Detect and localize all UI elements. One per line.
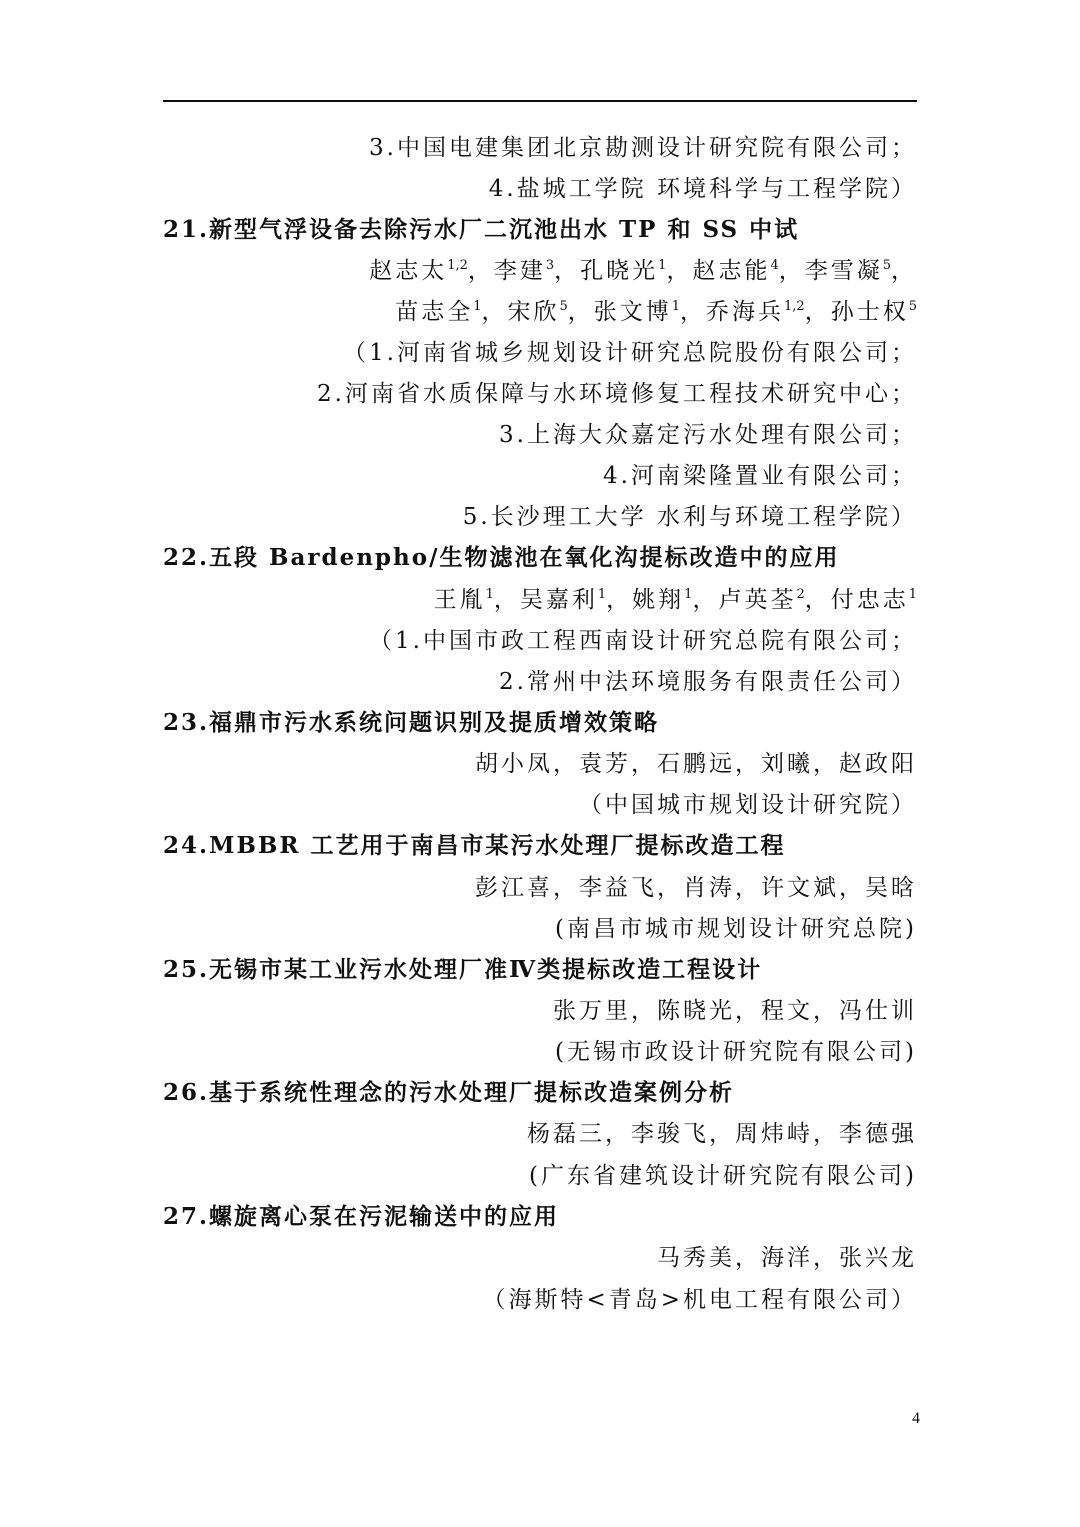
affiliation-line: (广东省建筑设计研究院有限公司)	[529, 1163, 917, 1189]
author-superscript: 4	[770, 258, 779, 273]
author-separator: ，	[666, 258, 693, 284]
author-separator: ，	[804, 587, 831, 613]
affiliation-line: 5.长沙理工大学 水利与环境工程学院）	[462, 504, 917, 530]
author-name: 李建	[493, 258, 546, 284]
author-superscript: 5	[882, 258, 891, 273]
affiliation-line: （海斯特<青岛>机电工程有限公司）	[482, 1287, 917, 1313]
author-name: 宋欣	[507, 299, 560, 325]
author-separator: ，	[567, 299, 594, 325]
paper-title-25: 25.无锡市某工业污水处理厂准Ⅳ类提标改造工程设计	[163, 956, 763, 983]
affiliation-line: 2.常州中法环境服务有限责任公司）	[499, 669, 917, 695]
author-name: 孔晓光	[580, 258, 659, 284]
author-line	[163, 292, 917, 332]
author-superscript: 1,2	[447, 258, 468, 273]
author-superscript: 1	[597, 587, 607, 602]
author-name: 王胤	[433, 587, 486, 613]
author-superscript: 1	[485, 587, 494, 602]
affiliation-line: 2.河南省水质保障与水环境修复工程技术研究中心；	[317, 381, 917, 407]
author-superscript: 1	[908, 587, 917, 602]
author-line: 胡小凤，袁芳，石鹏远，刘曦，赵政阳	[475, 751, 917, 777]
affiliation-line: （1.中国市政工程西南设计研究总院有限公司；	[369, 628, 917, 654]
author-superscript: 1,2	[784, 299, 805, 314]
paper-title-22: 22.五段 Bardenpho/生物滤池在氧化沟提标改造中的应用	[163, 544, 840, 571]
affiliation-line: 3.中国电建集团北京勘测设计研究院有限公司；	[369, 135, 917, 161]
author-superscript: 1	[671, 299, 681, 314]
paper-title-21: 21.新型气浮设备去除污水厂二沉池出水 TP 和 SS 中试	[163, 216, 800, 243]
affiliation-line: 3.上海大众嘉定污水处理有限公司；	[499, 422, 917, 448]
page-number: 4	[912, 1410, 920, 1427]
author-separator: ，	[481, 299, 508, 325]
author-name: 卢英荃	[718, 587, 797, 613]
author-superscript: 1	[658, 258, 667, 273]
author-line: 马秀美，海洋，张兴龙	[657, 1245, 917, 1271]
paper-title-24: 24.MBBR 工艺用于南昌市某污水处理厂提标改造工程	[163, 832, 786, 859]
author-line	[163, 251, 917, 291]
author-name: 姚翔	[632, 587, 685, 613]
author-separator: ，	[606, 587, 633, 613]
affiliation-line: (南昌市城市规划设计研究总院)	[555, 916, 917, 942]
affiliation-line: （中国城市规划设计研究院）	[579, 792, 917, 818]
affiliation-line: （1.河南省城乡规划设计研究总院股份有限公司；	[343, 340, 917, 366]
author-name: 赵志太	[369, 258, 448, 284]
author-superscript: 1	[473, 299, 482, 314]
author-superscript: 2	[796, 587, 805, 602]
author-separator: ，	[680, 299, 707, 325]
paper-title-26: 26.基于系统性理念的污水处理厂提标改造案例分析	[163, 1079, 735, 1106]
author-name: 苗志全	[395, 299, 474, 325]
author-name: 赵志能	[692, 258, 771, 284]
author-separator: ，	[778, 258, 805, 284]
author-superscript: 5	[908, 299, 917, 314]
author-separator: ，	[554, 258, 581, 284]
affiliation-line: (无锡市政设计研究院有限公司)	[555, 1039, 917, 1065]
author-name: 吴嘉利	[519, 587, 598, 613]
affiliation-line: 4.河南梁隆置业有限公司；	[603, 463, 917, 489]
author-separator: ，	[891, 258, 917, 284]
paper-title-27: 27.螺旋离心泵在污泥输送中的应用	[163, 1203, 560, 1230]
header-rule	[163, 100, 917, 102]
author-separator: ，	[692, 587, 719, 613]
author-separator: ，	[493, 587, 520, 613]
author-superscript: 1	[684, 587, 693, 602]
author-line: 张万里，陈晓光，程文，冯仕训	[553, 998, 917, 1024]
author-name: 乔海兵	[706, 299, 785, 325]
author-separator: ，	[467, 258, 494, 284]
author-name: 李雪凝	[804, 258, 883, 284]
author-line: 杨磊三，李骏飞，周炜峙，李德强	[527, 1121, 917, 1147]
author-line: 彭江喜，李益飞，肖涛，许文斌，吴晗	[475, 875, 917, 901]
author-superscript: 5	[559, 299, 568, 314]
affiliation-line: 4.盐城工学院 环境科学与工程学院）	[488, 176, 917, 202]
paper-title-23: 23.福鼎市污水系统问题识别及提质增效策略	[163, 709, 660, 736]
author-line	[163, 580, 917, 620]
author-name: 孙士权	[830, 299, 909, 325]
author-separator: ，	[804, 299, 831, 325]
author-superscript: 3	[545, 258, 555, 273]
author-name: 张文博	[593, 299, 672, 325]
author-name: 付忠志	[830, 587, 909, 613]
